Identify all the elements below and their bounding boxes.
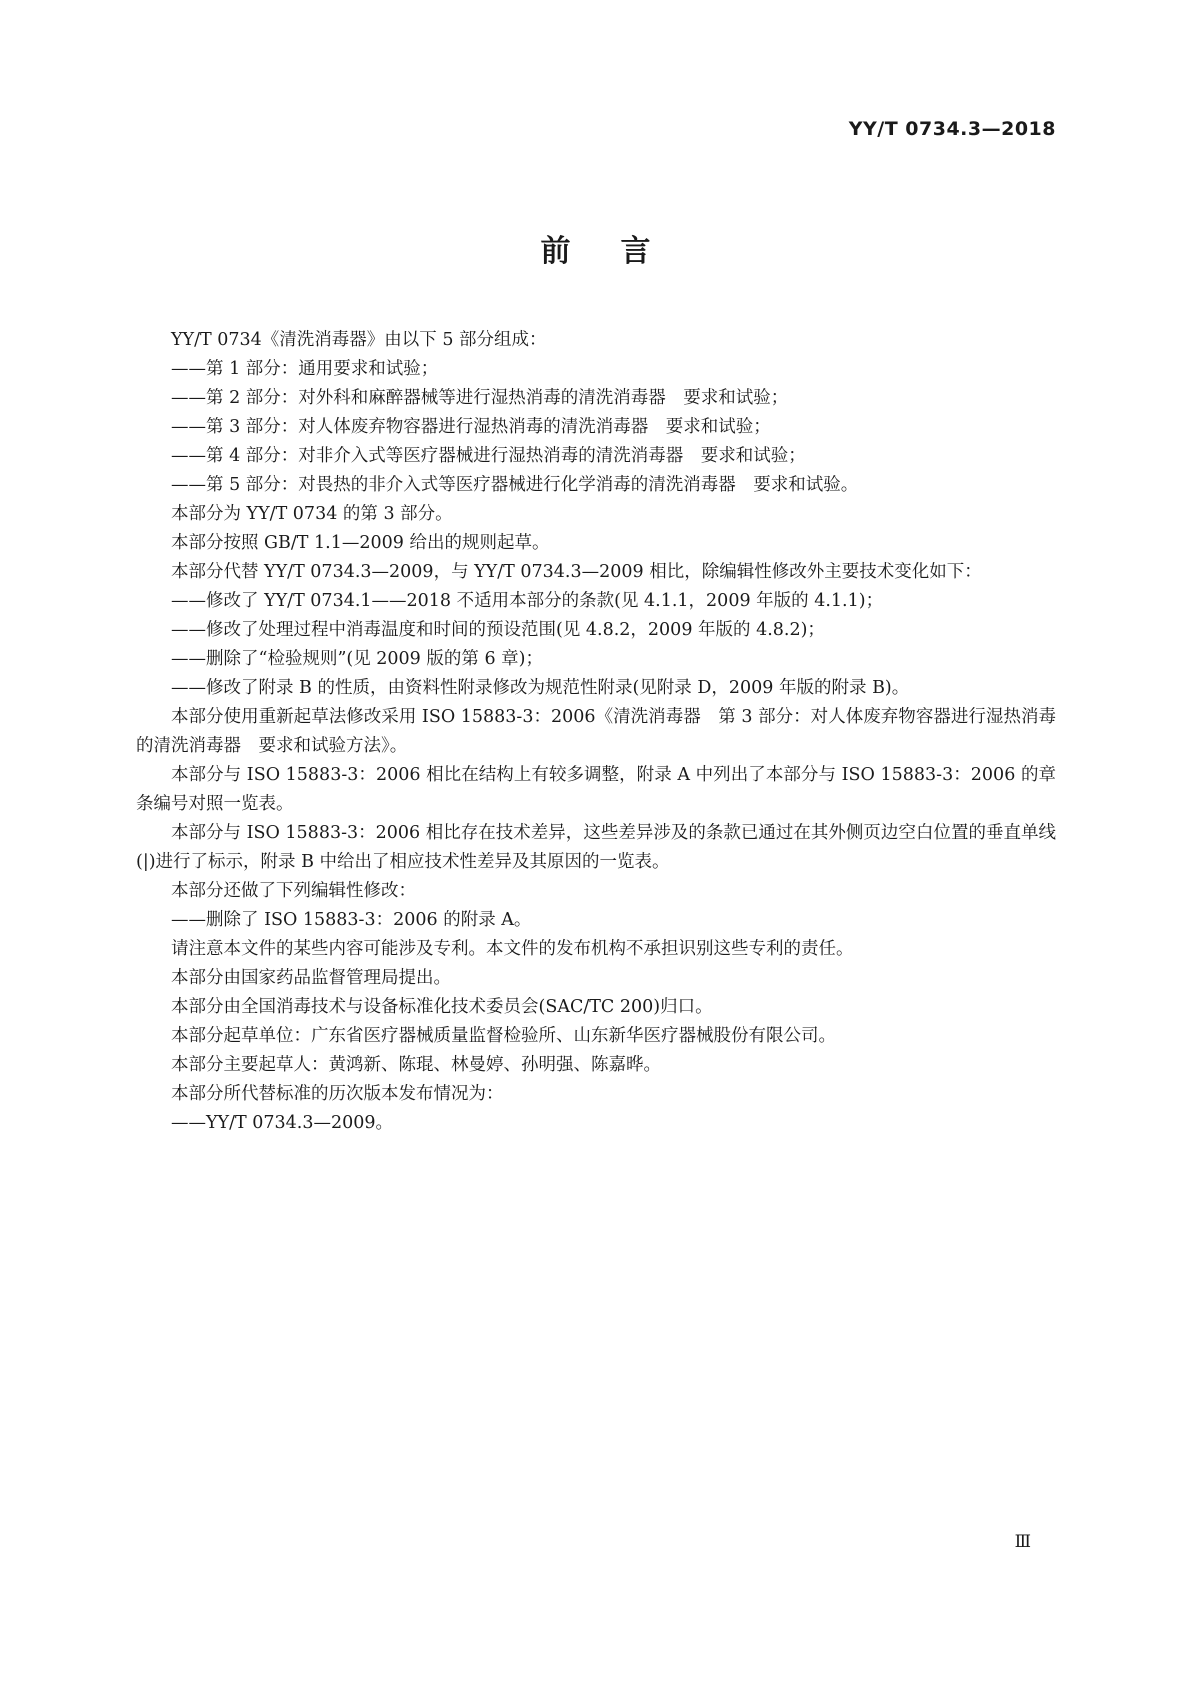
paragraph: 本部分起草单位：广东省医疗器械质量监督检验所、山东新华医疗器械股份有限公司。 xyxy=(171,1026,836,1046)
paragraph: ——第 4 部分：对非介入式等医疗器械进行湿热消毒的清洗消毒器 要求和试验； xyxy=(171,446,806,466)
page-number: Ⅲ xyxy=(1014,1532,1031,1552)
paragraph: ——第 2 部分：对外科和麻醉器械等进行湿热消毒的清洗消毒器 要求和试验； xyxy=(171,388,789,408)
paragraph: ——YY/T 0734.3—2009。 xyxy=(171,1113,394,1133)
paragraph: ——第 5 部分：对畏热的非介入式等医疗器械进行化学消毒的清洗消毒器 要求和试验。 xyxy=(171,475,859,495)
paragraph: 本部分按照 GB/T 1.1—2009 给出的规则起草。 xyxy=(171,533,550,553)
page-title: 前言 xyxy=(540,234,701,269)
standard-number: YY/T 0734.3—2018 xyxy=(848,118,1056,140)
paragraph: 本部分与 ISO 15883-3：2006 相比在结构上有较多调整，附录 A 中列出了本部分与 ISO 15883-3：2006 的章条编号对照一览表。 xyxy=(136,765,1056,814)
paragraph: 本部分还做了下列编辑性修改： xyxy=(171,881,416,901)
paragraph: 请注意本文件的某些内容可能涉及专利。本文件的发布机构不承担识别这些专利的责任。 xyxy=(171,939,854,959)
paragraph: 本部分代替 YY/T 0734.3—2009，与 YY/T 0734.3—2009 相比，除编辑性修改外主要技术变化如下： xyxy=(171,562,982,582)
paragraph: ——修改了 YY/T 0734.1——2018 不适用本部分的条款(见 4.1.1，2009 年版的 4.1.1)； xyxy=(171,591,884,611)
paragraph: ——第 1 部分：通用要求和试验； xyxy=(171,359,439,379)
preface-body xyxy=(136,326,1056,1138)
paragraph: 本部分由全国消毒技术与设备标准化技术委员会(SAC/TC 200)归口。 xyxy=(171,997,713,1017)
paragraph: 本部分主要起草人：黄鸿新、陈琨、林曼婷、孙明强、陈嘉晔。 xyxy=(171,1055,661,1075)
paragraph: 本部分为 YY/T 0734 的第 3 部分。 xyxy=(171,504,453,524)
paragraph: YY/T 0734《清洗消毒器》由以下 5 部分组成： xyxy=(171,330,547,350)
paragraph: 本部分由国家药品监督管理局提出。 xyxy=(171,968,451,988)
paragraph: 本部分使用重新起草法修改采用 ISO 15883-3：2006《清洗消毒器 第 3 部分：对人体废弃物容器进行湿热消毒的清洗消毒器 要求和试验方法》。 xyxy=(136,707,1056,756)
paragraph: ——修改了处理过程中消毒温度和时间的预设范围(见 4.8.2，2009 年版的 4.8.2)； xyxy=(171,620,825,640)
paragraph: ——删除了 ISO 15883-3：2006 的附录 A。 xyxy=(171,910,532,930)
paragraph: 本部分所代替标准的历次版本发布情况为： xyxy=(171,1084,504,1104)
paragraph: ——删除了“检验规则”(见 2009 版的第 6 章)； xyxy=(171,649,543,669)
paragraph: ——第 3 部分：对人体废弃物容器进行湿热消毒的清洗消毒器 要求和试验； xyxy=(171,417,771,437)
paragraph: ——修改了附录 B 的性质，由资料性附录修改为规范性附录(见附录 D，2009 年版的附录 B)。 xyxy=(171,678,910,698)
paragraph: 本部分与 ISO 15883-3：2006 相比存在技术差异，这些差异涉及的条款已通过在其外侧页边空白位置的垂直单线(|)进行了标示，附录 B 中给出了相应技术性差异及其原因的一览表。 xyxy=(136,823,1056,872)
